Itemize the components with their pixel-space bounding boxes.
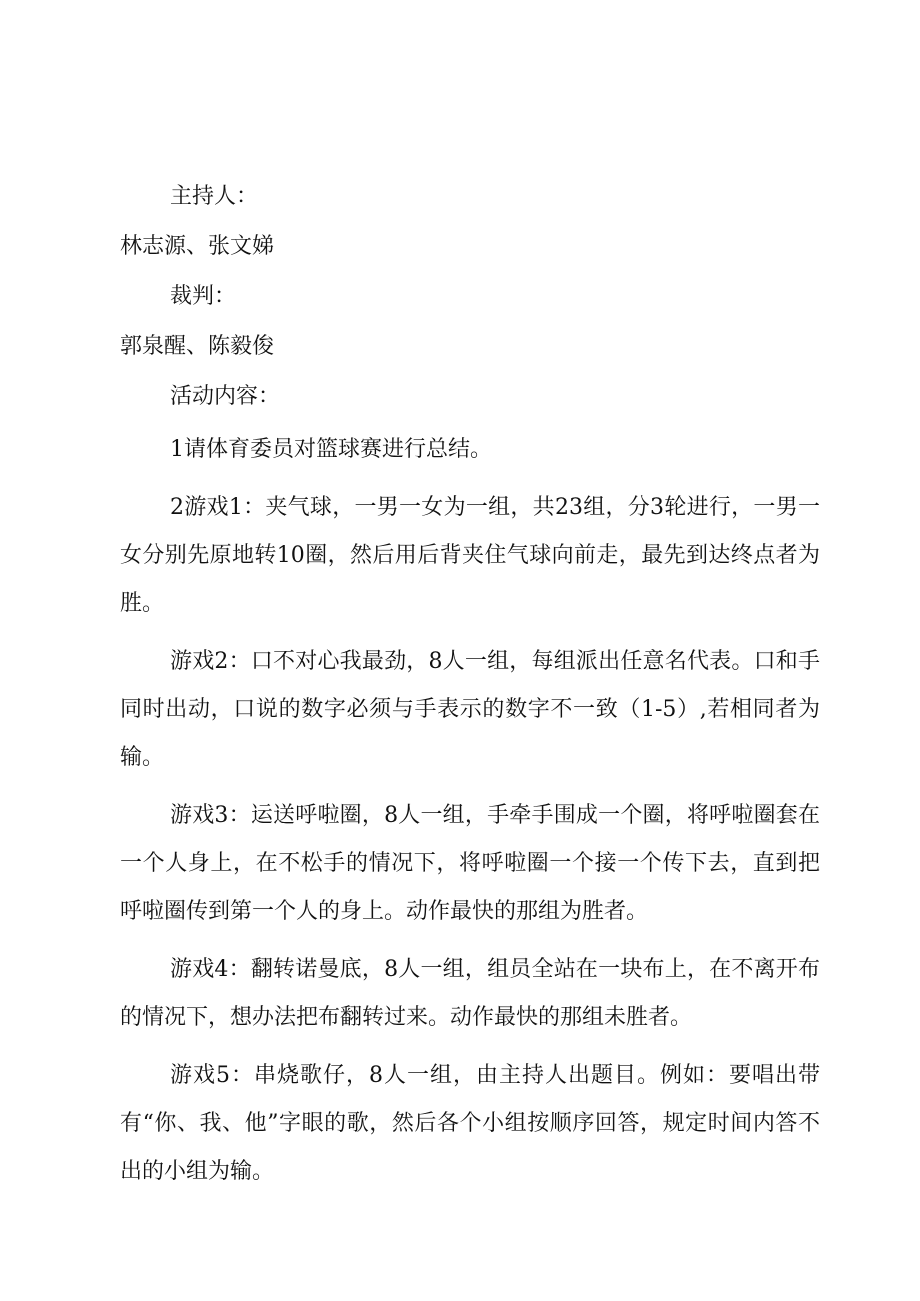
content-item-6: 游戏5：串烧歌仔，8人一组，由主持人出题目。例如：要唱出带有“你、我、他”字眼的歌，然后各个小组按顺序回答，规定时间内答不出的小组为输。 bbox=[120, 1063, 820, 1184]
document-body bbox=[120, 172, 820, 1206]
content-item-4: 游戏3：运送呼啦圈，8人一组，手牵手围成一个圈，将呼啦圈套在一个人身上，在不松手的情况下，将呼啦圈一个接一个传下去，直到把呼啦圈传到第一个人的身上。动作最快的那组为胜者。 bbox=[120, 803, 820, 924]
judge-names: 郭泉醒、陈毅俊 bbox=[120, 334, 275, 359]
content-item-3: 游戏2：口不对心我最劲，8人一组，每组派出任意名代表。口和手同时出动，口说的数字必须与手表示的数字不一致（1-5）,若相同者为输。 bbox=[120, 649, 820, 770]
host-names: 林志源、张文娣 bbox=[120, 234, 275, 259]
content-item-2: 2游戏1：夹气球，一男一女为一组，共23组，分3轮进行，一男一女分别先原地转10圈，然后用后背夹住气球向前走，最先到达终点者为胜。 bbox=[120, 495, 820, 616]
content-label: 活动内容： bbox=[170, 384, 281, 409]
content-item-1: 1请体育委员对篮球赛进行总结。 bbox=[170, 437, 492, 462]
judge-label: 裁判： bbox=[170, 284, 237, 309]
host-label: 主持人： bbox=[170, 184, 259, 209]
content-item-5: 游戏4：翻转诺曼底，8人一组，组员全站在一块布上，在不离开布的情况下，想办法把布翻转过来。动作最快的那组未胜者。 bbox=[120, 957, 820, 1030]
